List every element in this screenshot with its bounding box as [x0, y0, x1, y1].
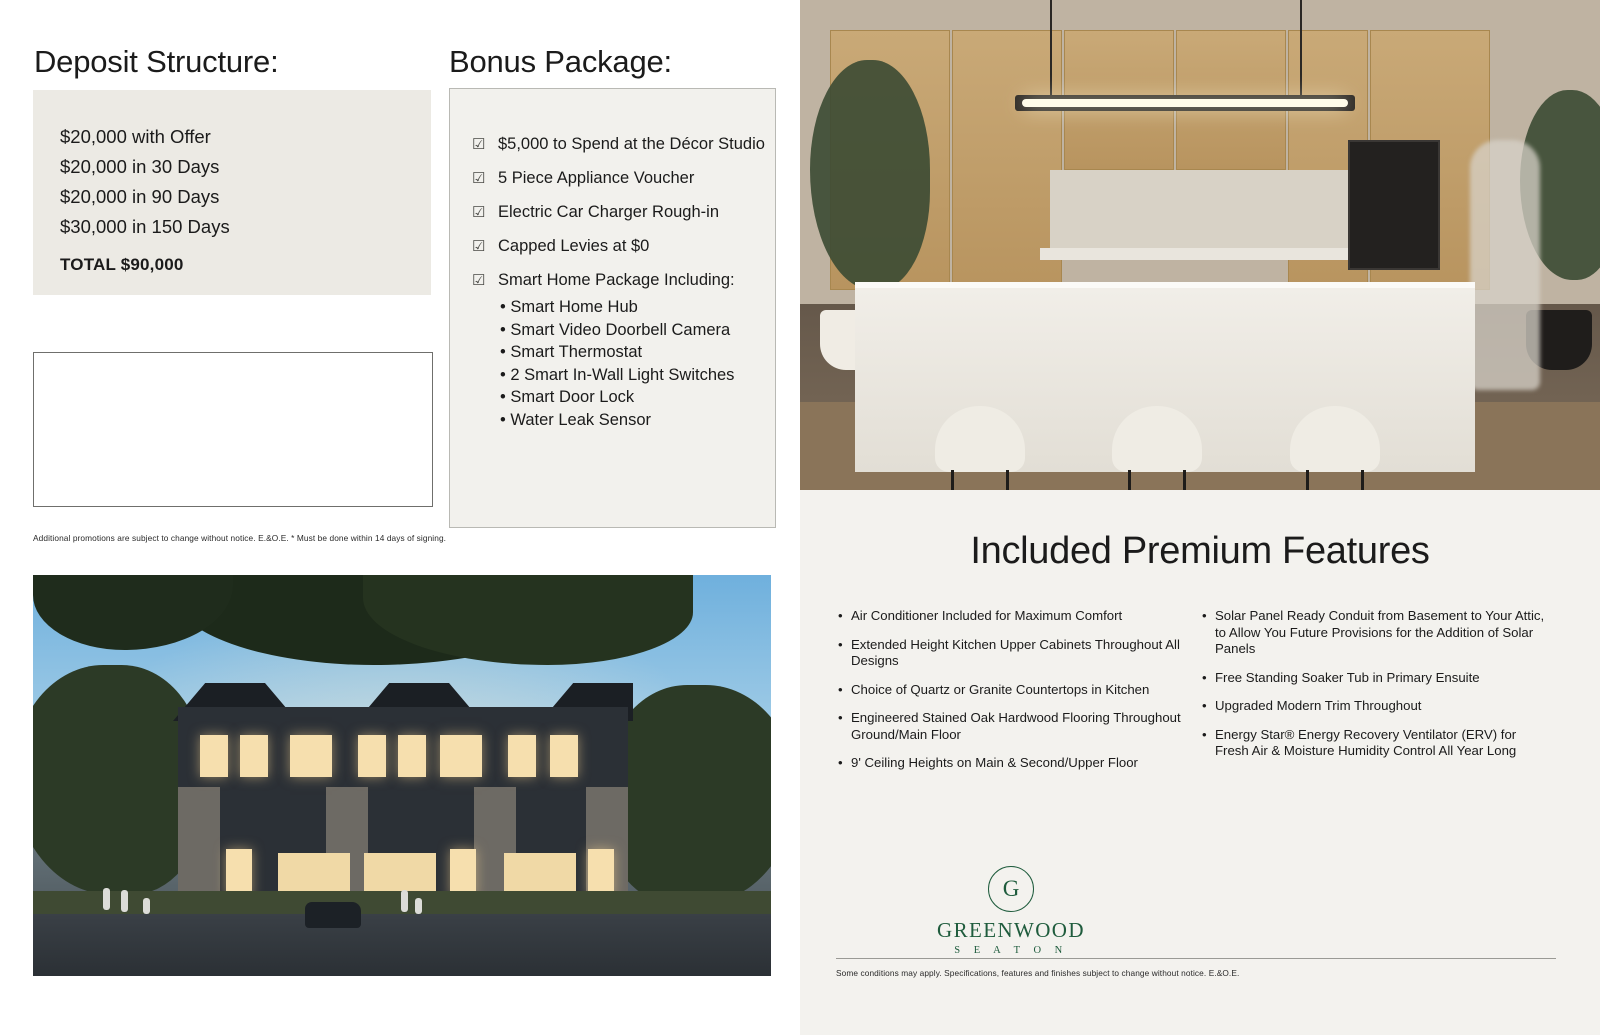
bonus-item-label: Electric Car Charger Rough-in: [498, 203, 720, 221]
person-figure: [1470, 140, 1540, 390]
checkbox-icon: ☑: [472, 238, 486, 255]
blank-notes-box: [33, 352, 433, 507]
bonus-package-list: [468, 134, 768, 444]
greenwood-leaf-monogram-icon: [988, 866, 1034, 912]
window: [398, 735, 426, 777]
person-figure: [401, 890, 408, 912]
right-column: [800, 0, 1600, 1035]
smart-home-item: • 2 Smart In-Wall Light Switches: [498, 364, 768, 387]
exterior-rendering-image: [33, 575, 771, 976]
bonus-item: [468, 202, 768, 223]
smart-home-item: • Smart Video Doorbell Camera: [498, 319, 768, 342]
checkbox-icon: ☑: [472, 170, 486, 187]
bonus-item-label: Capped Levies at $0: [498, 237, 650, 255]
feature-item: • Solar Panel Ready Conduit from Basement to Your Attic, to Allow You Future Provisions for the Addition of Solar Panels: [1200, 608, 1550, 658]
included-premium-features-heading: Included Premium Features: [970, 530, 1430, 572]
stool-leg: [1183, 470, 1186, 490]
logo-wordmark: GREENWOOD: [937, 918, 1085, 942]
window: [440, 735, 482, 777]
person-figure: [103, 888, 110, 910]
deposit-structure-list: [60, 122, 230, 280]
stool-leg: [1306, 470, 1309, 490]
feature-item: • Free Standing Soaker Tub in Primary Ensuite: [1200, 670, 1550, 687]
window: [358, 735, 386, 777]
feature-item: • Extended Height Kitchen Upper Cabinets Throughout All Designs: [836, 637, 1188, 670]
bonus-item-label: Smart Home Package Including:: [498, 271, 735, 289]
feature-item: • 9' Ceiling Heights on Main & Second/Upper Floor: [836, 755, 1188, 772]
bonus-item: [468, 270, 768, 431]
smart-home-item: • Smart Door Lock: [498, 386, 768, 409]
plant-foliage: [810, 60, 930, 290]
entry-door: [450, 849, 476, 897]
deposit-item: $30,000 in 150 Days: [60, 216, 230, 237]
bonus-item-label: $5,000 to Spend at the Décor Studio: [498, 135, 765, 153]
bonus-item: [468, 168, 768, 189]
feature-item: • Energy Star® Energy Recovery Ventilator (ERV) for Fresh Air & Moisture Humidity Control All Year Long: [1200, 727, 1550, 760]
backsplash: [1050, 170, 1380, 250]
wall-oven: [1348, 140, 1440, 270]
parked-car: [305, 902, 361, 928]
stool-leg: [951, 470, 954, 490]
window: [240, 735, 268, 777]
window: [550, 735, 578, 777]
feature-item: • Air Conditioner Included for Maximum Comfort: [836, 608, 1188, 625]
features-list-right: [1200, 608, 1550, 772]
feature-item: • Choice of Quartz or Granite Countertops in Kitchen: [836, 682, 1188, 699]
feature-item: • Engineered Stained Oak Hardwood Flooring Throughout Ground/Main Floor: [836, 710, 1188, 743]
stool-leg: [1128, 470, 1131, 490]
window: [508, 735, 536, 777]
street: [33, 914, 771, 976]
feature-item: • Upgraded Modern Trim Throughout: [1200, 698, 1550, 715]
deposit-structure-heading: Deposit Structure:: [34, 44, 279, 79]
stool-leg: [1006, 470, 1009, 490]
bonus-item-label: 5 Piece Appliance Voucher: [498, 169, 695, 187]
window: [200, 735, 228, 777]
smart-home-sub-list: [498, 296, 768, 431]
back-countertop: [1040, 248, 1400, 260]
person-figure: [121, 890, 128, 912]
entry-door: [588, 849, 614, 897]
smart-home-item: • Water Leak Sensor: [498, 409, 768, 432]
deposit-total: TOTAL $90,000: [60, 255, 184, 274]
window: [290, 735, 332, 777]
left-disclaimer-text: Additional promotions are subject to change without notice. E.&O.E. * Must be done within 14 days of signing.: [33, 533, 447, 543]
smart-home-item: • Smart Thermostat: [498, 341, 768, 364]
bonus-item: [468, 236, 768, 257]
bonus-package-heading: Bonus Package:: [449, 44, 672, 79]
pendant-glow: [1022, 99, 1348, 107]
deposit-item: $20,000 with Offer: [60, 126, 211, 147]
smart-home-item: • Smart Home Hub: [498, 296, 768, 319]
logo-subtitle: S E A T O N: [954, 945, 1068, 956]
person-figure: [143, 898, 150, 914]
footer-divider: [836, 958, 1556, 959]
deposit-item: $20,000 in 90 Days: [60, 186, 220, 207]
stool-leg: [1361, 470, 1364, 490]
deposit-item: $20,000 in 30 Days: [60, 156, 220, 177]
entry-door: [226, 849, 252, 897]
checkbox-icon: ☑: [472, 136, 486, 153]
checkbox-icon: ☑: [472, 272, 486, 289]
features-list-left: [836, 608, 1188, 784]
person-figure: [415, 898, 422, 914]
bonus-item: [468, 134, 768, 155]
pendant-cord: [1050, 0, 1052, 95]
pendant-cord: [1300, 0, 1302, 95]
kitchen-rendering-image: [800, 0, 1600, 490]
right-disclaimer-text: Some conditions may apply. Specifications, features and finishes subject to change without notice. E.&O.E.: [836, 968, 1240, 978]
greenwood-logo: [836, 866, 1186, 956]
checkbox-icon: ☑: [472, 204, 486, 221]
townhome-facade: [178, 707, 628, 915]
